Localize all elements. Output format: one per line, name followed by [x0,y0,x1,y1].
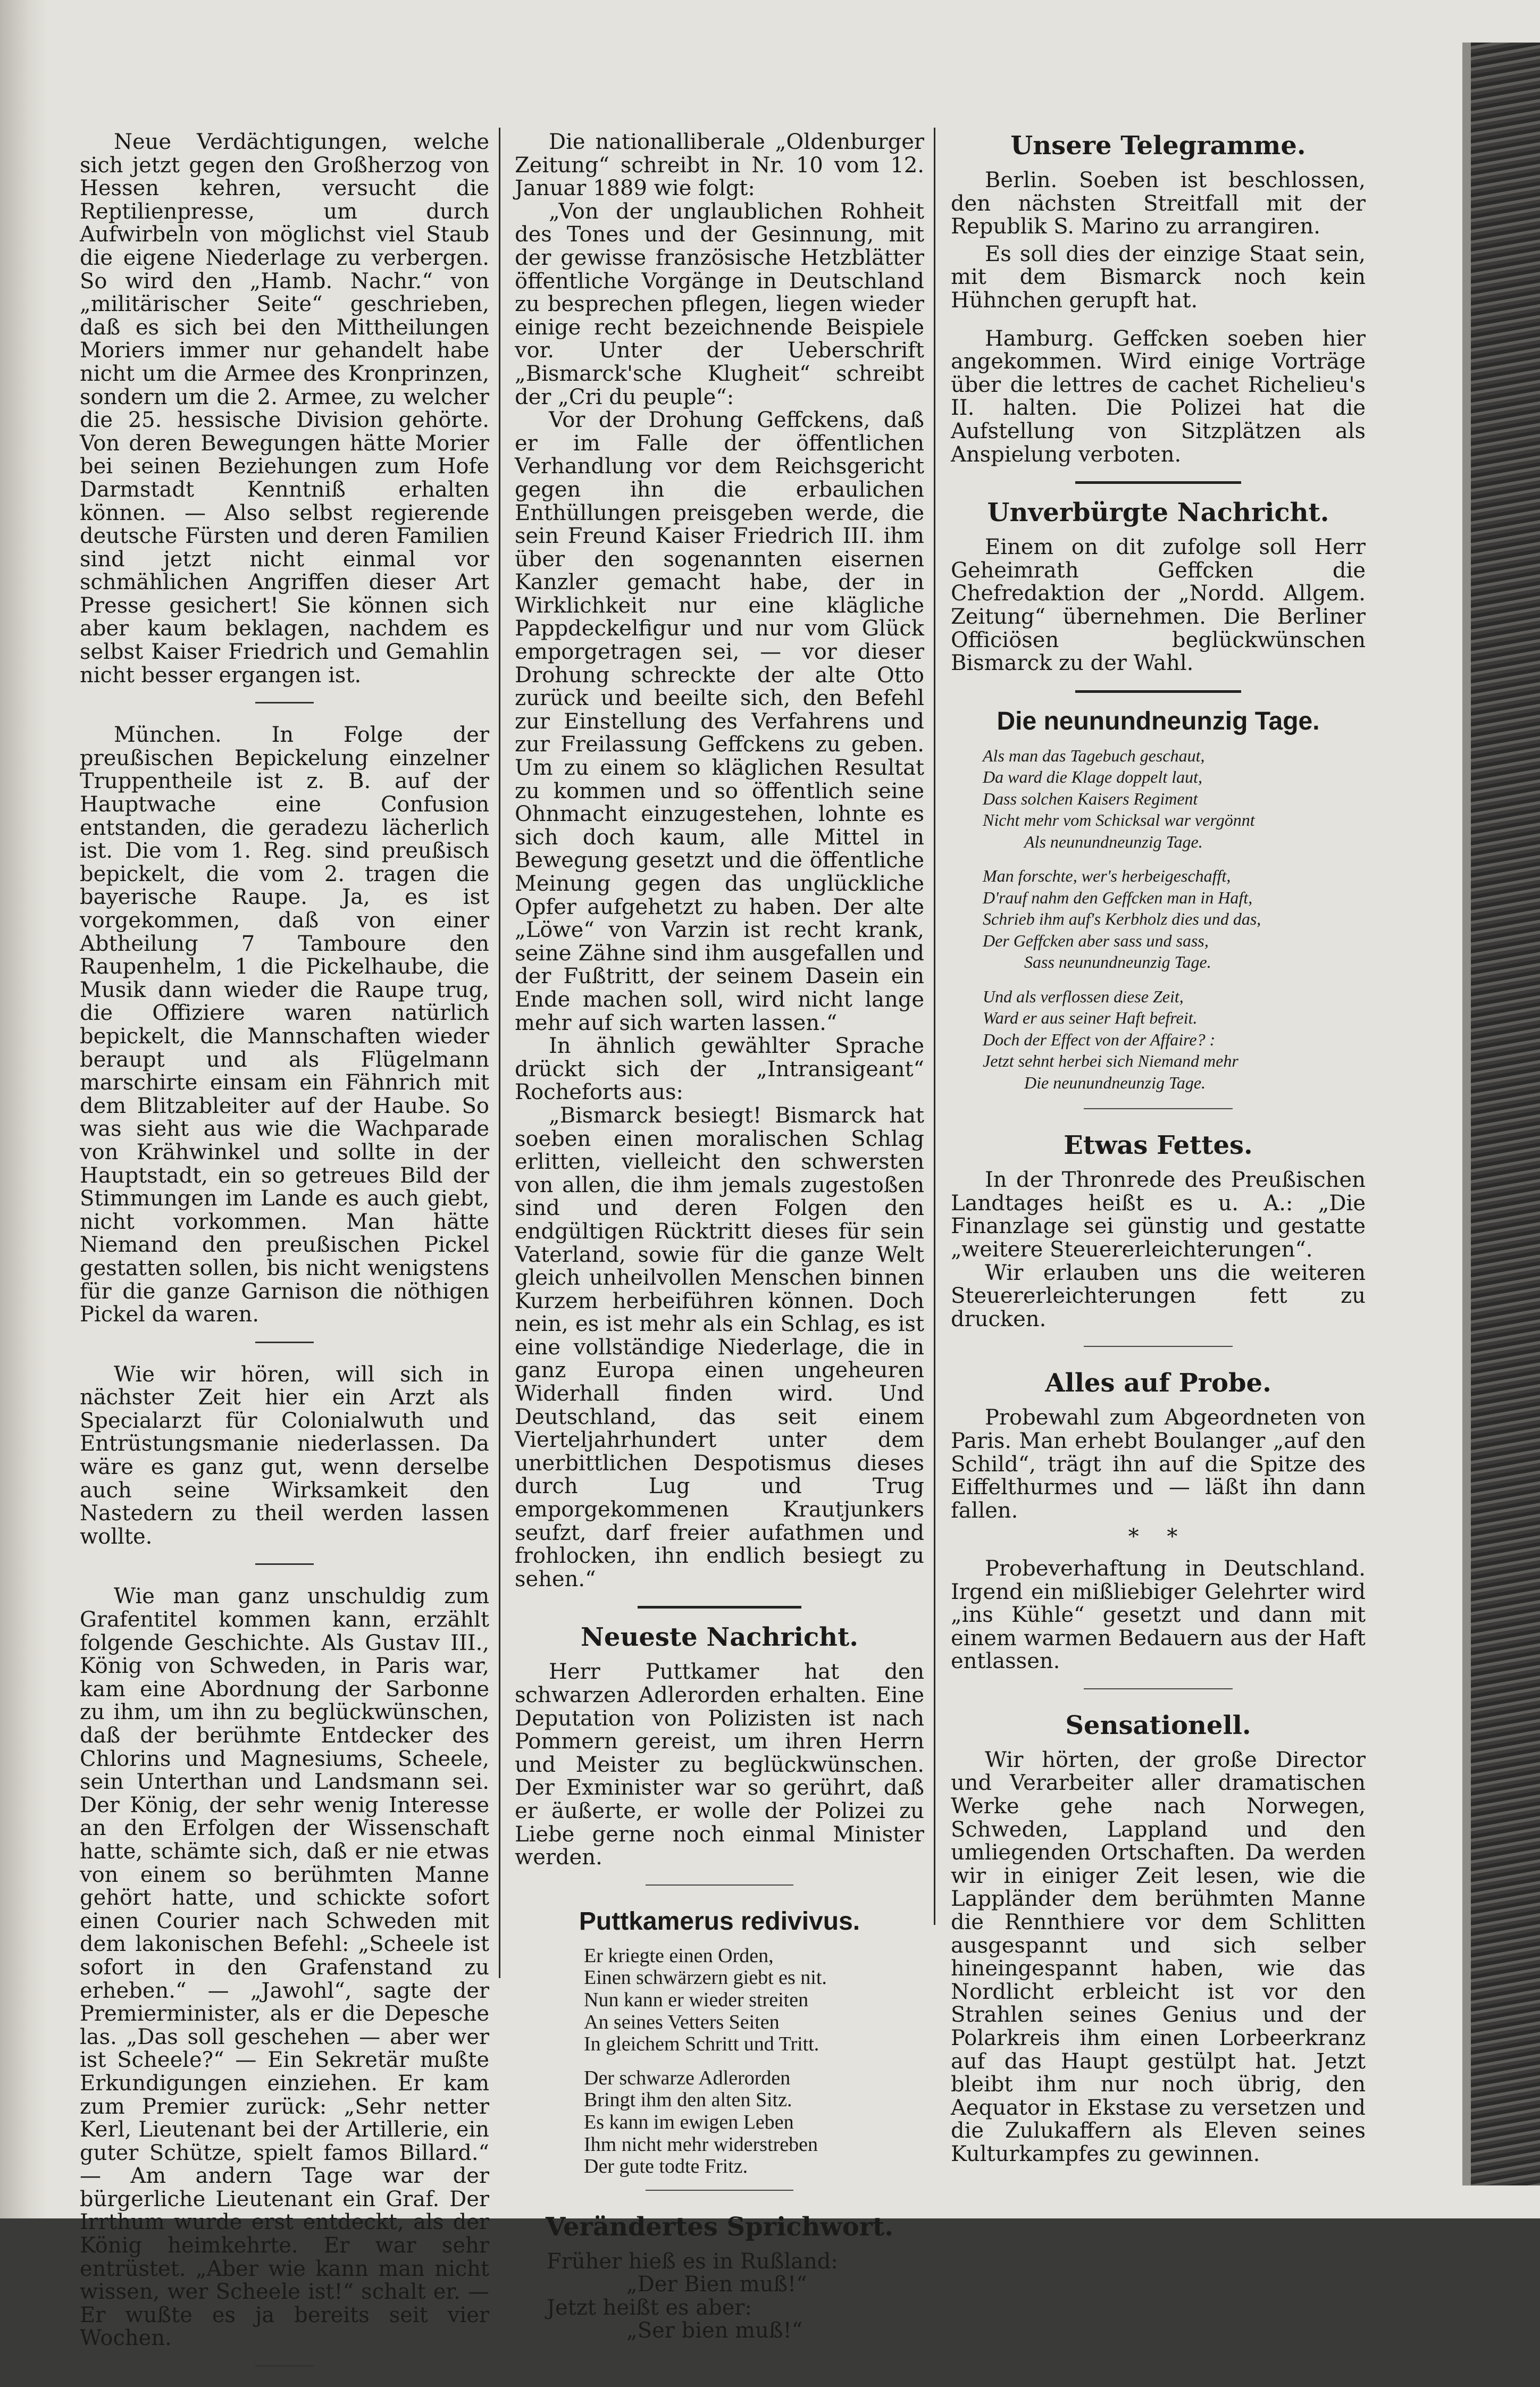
article-paragraph: Probewahl zum Abgeordneten von Paris. Man erhebt Boulanger „auf den Schild“, trägt ihn auf die Spitze des Eiffelthurmes und — läßt ihn dann fallen. [951,1405,1366,1523]
section-heading: Unsere Telegramme. [1010,131,1306,161]
article-paragraph: „Bismarck besiegt! Bismarck hat soeben einen moralischen Schlag erlitten, vielleicht den schwersten von allen, die ihm jemals zugestoßen sind und deren Folgen den endgültigen Rücktritt dieses für sein Vaterland, sowie für die ganze Welt gleich unheilvollen Menschen binnen Kurzem herbeiführen können. Doch nein, es ist mehr als ein Schlag, es ist eine vollständige Niederlage, die in ganz Europa einen ungeheuren Widerhall finden wird. Und Deutschland, das seit einem Vierteljahrhundert unter dem unerbittlichen Despotismus dieses durch Lug und Trug emporgekommenen Krautjunkers seufzt, darf freier aufathmen und frohlocken, ihn endlich besiegt zu sehen.“ [515,1103,924,1592]
article-paragraph: In ähnlich gewählter Sprache drückt sich der „Intransigeant“ Rocheforts aus: [515,1034,924,1105]
proverb-line: „Ser bien muß!“ [626,2318,803,2343]
poem-line: Sass neunundneunzig Tage. [1024,952,1211,972]
poem [951,745,1366,1094]
section-rule [1075,481,1241,484]
poem-line: D'rauf nahm den Geffcken man in Haft, [983,887,1253,907]
poem-line: Dass solchen Kaisers Regiment [983,789,1198,808]
separator [1084,1688,1233,1689]
poem-line: Einen schwärzern giebt es nit. [584,1966,827,1989]
section-rule [638,1606,801,1609]
poem-line: Die neunundneunzig Tage. [1024,1073,1206,1092]
poem-line: Doch der Effect von der Affaire? : [983,1029,1216,1049]
poem-line: Es kann im ewigen Leben [584,2110,794,2133]
separator [1084,1108,1233,1109]
poem-line: Nun kann er wieder streiten [584,1988,809,2011]
article-paragraph: „Von der unglaublichen Rohheit des Tones und der Gesinnung, mit der gewisse französische Hetzblätter öffentliche Vorgänge in Deutschland zu besprechen pflegen, liegen wieder einige recht bezeichnende Beispiele vor. Unter der Ueberschrift „Bismarck'sche Klugheit“ schreibt der „Cri du peuple“: [515,199,924,409]
separator [255,1563,314,1565]
section-heading: Sensationell. [1065,1710,1251,1740]
article-paragraph: Berlin. Soeben ist beschlossen, den nächsten Streitfall mit der Republik S. Marino zu arrangiren. [951,168,1366,239]
separator [1084,1346,1233,1347]
proverb-line: „Der Bien muß!“ [626,2272,807,2297]
column-1 [80,131,489,2387]
poem-line: Nicht mehr vom Schicksal war vergönnt [983,810,1255,830]
article-paragraph: Wie man ganz unschuldig zum Grafentitel kommen kann, erzählt folgende Geschichte. Als Gustav III., König von Schweden, in Paris war, kam eine Abordnung der Sarbonne zu ihm, um ihn zu beglückwünschen, daß der berühmte Entdecker des Chlorins und Magnesiums, Scheele, sein Unterthan und Landsmann sei. Der König, der sehr wenig Interesse an den Erfolgen der Wissenschaft hatte, schämte sich, daß er nie etwas von einem so berühmten Manne gehört hatte, und schickte sofort einen Courier nach Schweden mit dem lakonischen Befehl: „Scheele ist sofort in den Grafenstand zu erheben.“ — „Jawohl“, sagte der Premierminister, als er die Depesche las. „Das soll geschehen — aber wer ist Scheele?“ — Ein Sekretär mußte Erkundigungen einziehen. Er kam zum Premier zurück: „Sehr netter Kerl, Lieutenant bei der Artillerie, ein guter Schütze, spielt famos Billard.“ — Am andern Tage war der bürgerliche Lieutenant ein Graf. Der Irrthum wurde erst entdeckt, als der König heimkehrte. Er war sehr entrüstet. „Aber wie kann man nicht wissen, wer Scheele ist!“ schalt er. — Er wußte es ja bereits seit vier Wochen. [80,1584,489,2351]
article-paragraph: Es soll dies der einzige Staat sein, mit dem Bismarck noch kein Hühnchen gerupft hat. [951,241,1366,313]
poem-line: Man forschte, wer's herbeigeschafft, [983,866,1231,886]
proverb-line: Jetzt heißt es aber: [547,2295,752,2320]
poem-line: Ward er aus seiner Haft befreit. [983,1008,1198,1028]
poem-line: Als neunundneunzig Tage. [1024,832,1203,851]
proverb [515,2250,924,2343]
article-paragraph: Herr Puttkamer hat den schwarzen Adlerorden erhalten. Eine Deputation von Polizisten ist nach Pommern gereist, um ihren Herrn und Meister zu beglückwünschen. Der Exminister war so gerührt, daß er äußerte, er wolle der Polizei zu Liebe gerne noch einmal Minister werden. [515,1660,924,1870]
section-heading: Etwas Fettes. [1064,1130,1253,1161]
poem-line: Bringt ihm den alten Sitz. [584,2089,792,2112]
poem-line: Und als verflossen diese Zeit, [983,986,1184,1006]
article-paragraph: Probeverhaftung in Deutschland. Irgend ein mißliebiger Gelehrter wird „ins Kühle“ gesetzt und dann mit einem warmen Bedauern aus der Haft entlassen. [951,1556,1366,1674]
article-paragraph: Einem on dit zufolge soll Herr Geheimrath Geffcken die Chefredaktion der „Nordd. Allgem. Zeitung“ übernehmen. Die Berliner Officiösen beglückwünschen Bismarck zu der Wahl. [951,535,1366,676]
section-heading: Verändertes Sprichwort. [546,2212,893,2242]
article-paragraph: Die nationalliberale „Oldenburger Zeitung“ schreibt in Nr. 10 vom 12. Januar 1889 wie folgt: [515,130,924,201]
column-2 [515,131,924,2343]
poem-line: Ihm nicht mehr widerstreben [584,2133,818,2156]
section-heading: Unverbürgte Nachricht. [987,498,1329,528]
separator [255,702,314,703]
article-paragraph: Wie wir hören, will sich in nächster Zeit hier ein Arzt als Specialarzt für Colonialwuth und Entrüstungsmanie niederlassen. Da wäre es ganz gut, wenn derselbe auch seine Wirksamkeit den Nastedern zu theil werden lassen wollte. [80,1362,489,1549]
poem-line: Da ward die Klage doppelt laut, [983,767,1203,787]
poem-line: Der gute todte Fritz. [584,2155,748,2178]
poem-line: In gleichem Schritt und Tritt. [584,2033,819,2056]
poem-line: Der schwarze Adlerorden [584,2066,791,2089]
poem-line: Der Geffcken aber sass und sass, [983,931,1209,950]
asterisk-separator: * * [1128,1525,1189,1550]
article-paragraph: Wir erlauben uns die weiteren Steuererleichterungen fett zu drucken. [951,1260,1366,1331]
section-heading: Die neunundneunzig Tage. [997,707,1320,735]
page-shadow [0,0,48,2218]
article-paragraph: In der Thronrede des Preußischen Landtages heißt es u. A.: „Die Finanzlage sei günstig und gestatte „weitere Steuererleichterungen“. [951,1168,1366,1262]
article-paragraph: München. In Folge der preußischen Bepickelung einzelner Truppentheile ist z. B. auf der Hauptwache eine Confusion entstanden, die geradezu lächerlich ist. Die vom 1. Reg. sind preußisch bepickelt, die vom 2. tragen die bayerische Raupe. Ja, es ist vorgekommen, daß von einer Abtheilung 7 Tamboure den Raupenhelm, 1 die Pickelhaube, die Musik dann wieder die Raupe trug, die Offiziere waren natürlich bepickelt, die Mannschaften wieder beraupt und als Flügelmann marschirte einsam ein Fähnrich mit dem Blitzableiter auf der Haube. So was sieht aus wie die Wachparade von Krähwinkel und sollte in der Hauptstadt, ein so getreues Bild der Stimmungen im Lande es auch giebt, nicht vorkommen. Man hätte Niemand den preußischen Pickel gestatten sollen, bis nicht wenigstens für die ganze Garnison die nöthigen Pickel da waren. [80,723,489,1327]
separator [255,2365,314,2367]
column-rule [934,128,935,1925]
book-binding [1471,43,1540,2185]
column-3 [951,131,1366,2181]
poem-line: An seines Vetters Seiten [584,2011,780,2033]
article-paragraph: Wir hörten, der große Director und Verarbeiter aller dramatischen Werke gehe nach Norwegen, Schweden, Lappland und den umliegenden Ortschaften. Da werden wir in einiger Zeit lesen, wie die Lappländer dem berühmten Manne die Rennthiere vor dem Schlitten ausgespannt und sich selber hineingespannt haben, wie das Nordlicht erbleicht ist vor den Strahlen seines Genius und der Polarkreis ihm einen Lorbeerkranz auf das Haupt gestülpt hat. Jetzt bleibt ihm nur noch übrig, den Aequator in Ekstase zu versetzen und die Zulukaffern als Eleven seines Kulturkampfes zu gewinnen. [951,1747,1366,2166]
section-heading: Puttkamerus redivivus. [579,1907,860,1936]
poem-line: Schrieb ihm auf's Kerbholz dies und das, [983,909,1261,929]
section-rule [1075,690,1241,693]
article-paragraph: Hamburg. Geffcken soeben hier angekommen. Wird einige Vorträge über die lettres de cachet Richelieu's II. halten. Die Polizei hat die Aufstellung von Sitzplätzen als Anspielung verboten. [951,326,1366,467]
poem-line: Er kriegte einen Orden, [584,1944,774,1967]
poem [515,1945,924,2178]
poem-line: Als man das Tagebuch geschaut, [983,746,1205,765]
section-heading: Alles auf Probe. [1045,1368,1271,1398]
article-paragraph: Vor der Drohung Geffckens, daß er im Falle der öffentlichen Verhandlung vor dem Reichsgericht gegen ihn die erbaulichen Enthüllungen preisgeben werde, die sein Freund Kaiser Friedrich III. ihm über den sogenannten eisernen Kanzler gemacht habe, der in Wirklichkeit nur eine klägliche Pappdeckelfigur und nur vom Glück emporgetragen sei, — vor dieser Drohung schreckte der alte Otto zurück und beeilte sich, den Befehl zur Einstellung des Verfahrens und zur Freilassung Geffckens zu geben. Um zu einem so kläglichen Resultat zu kommen und so öffentlich seine Ohnmacht einzugestehen, lohnte es sich doch kaum, alle Mittel in Bewegung gesetzt und die öffentliche Meinung gegen das unglückliche Opfer aufgehetzt zu haben. Der alte „Löwe“ von Varzin ist recht krank, seine Zähne sind ihm ausgefallen und der Fußtritt, der seinem Dasein ein Ende machen soll, wird nicht lange mehr auf sich warten lassen.“ [515,408,924,1035]
article-paragraph: Neue Verdächtigungen, welche sich jetzt gegen den Großherzog von Hessen kehren, versucht die Reptilienpresse, um durch Aufwirbeln von möglichst viel Staub die eigene Niederlage zu verbergen. So wird den „Hamb. Nachr.“ von „militärischer Seite“ geschrieben, daß es sich bei den Mittheilungen Moriers immer nur gehandelt habe nicht um die Armee des Kronprinzen, sondern um die 2. Armee, zu welcher die 25. hessische Division gehörte. Von deren Bewegungen hätte Morier bei seinen Beziehungen zum Hofe Darmstadt Kenntniß erhalten können. — Also selbst regierende deutsche Fürsten und deren Familien sind jetzt nicht einmal vor schmählichen Angriffen dieser Art Presse gesichert! Sie können sich aber kaum beklagen, nachdem es selbst Kaiser Friedrich und Gemahlin nicht besser ergangen ist. [80,130,489,688]
book-binding-edge [1462,43,1471,2185]
column-rule [499,128,500,1978]
separator [255,1342,314,1343]
separator [646,1885,793,1886]
proverb-line: Früher hieß es in Rußland: [547,2249,838,2274]
section-heading: Neueste Nachricht. [581,1622,858,1653]
poem-line: Jetzt sehnt herbei sich Niemand mehr [983,1051,1238,1071]
separator [646,2190,793,2191]
